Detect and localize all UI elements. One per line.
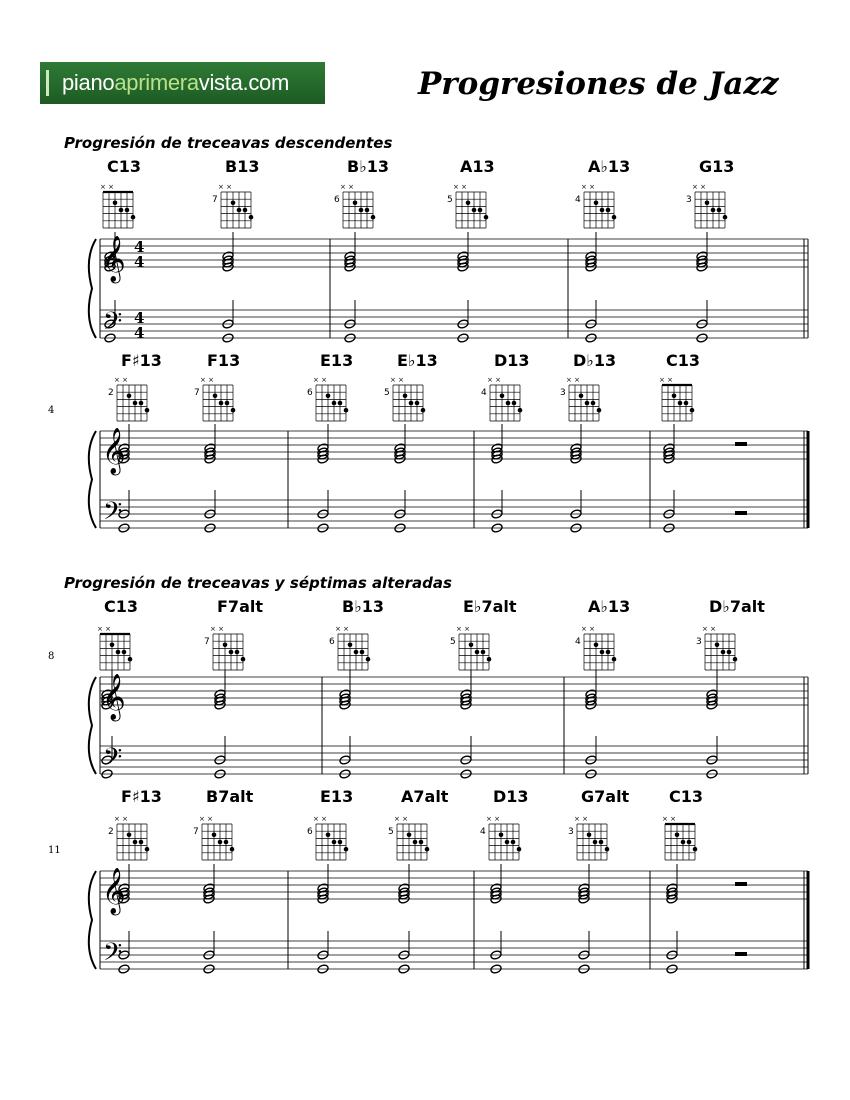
chord-diagram (108, 376, 149, 421)
time-signature-top: 4 (134, 238, 145, 256)
chord-diagram (575, 183, 616, 228)
diagram-dot (145, 408, 150, 413)
diagram-fret-number: 3 (560, 388, 566, 398)
diagram-dot (127, 394, 132, 399)
half-rest (735, 952, 747, 956)
diagram-dot (721, 650, 726, 655)
diagram-mute-marks: × × (659, 376, 673, 384)
diagram-dot (579, 394, 584, 399)
diagram-mute-marks: × × (662, 815, 676, 823)
half-rest (735, 882, 747, 886)
diagram-dot (717, 208, 722, 213)
bass-clef-icon: 𝄢 (103, 497, 123, 532)
diagram-dot (224, 840, 229, 845)
diagram-fret-number: 4 (481, 388, 487, 398)
diagram-dot (505, 840, 510, 845)
diagram-dot (600, 650, 605, 655)
time-signature-bottom: 4 (134, 253, 145, 271)
chord-diagram (194, 376, 235, 421)
chord-diagram (388, 815, 429, 860)
diagram-mute-marks: × × (100, 183, 114, 191)
diagram-dot (365, 208, 370, 213)
diagram-dot (472, 208, 477, 213)
diagram-mute-marks: × × (218, 183, 232, 191)
chord-symbol: F♯13 (121, 351, 162, 370)
diagram-dot (338, 401, 343, 406)
measure-number: 11 (48, 845, 61, 856)
diagram-fret-number: 4 (480, 827, 486, 837)
diagram-fret-number: 4 (575, 195, 581, 205)
diagram-dot (478, 208, 483, 213)
diagram-mute-marks: × × (574, 815, 588, 823)
diagram-dot (511, 840, 516, 845)
chord-diagram (481, 376, 522, 421)
chord-diagram (204, 625, 245, 670)
diagram-mute-marks: × × (453, 183, 467, 191)
chord-symbol: B♭13 (342, 597, 385, 616)
diagram-dot (672, 394, 677, 399)
page-title: Progresiones de Jazz (418, 66, 779, 102)
bass-clef-icon: 𝄢 (103, 743, 123, 778)
grand-staff-brace (89, 871, 96, 969)
diagram-dot (600, 208, 605, 213)
diagram-dot (119, 208, 124, 213)
diagram-dot (110, 643, 115, 648)
grand-staff-brace (89, 431, 96, 528)
diagram-dot (348, 643, 353, 648)
chord-symbol: F13 (207, 351, 241, 370)
diagram-dot (585, 401, 590, 406)
diagram-dot (693, 847, 698, 852)
diagram-dot (681, 840, 686, 845)
diagram-dot (229, 650, 234, 655)
diagram-dot (606, 208, 611, 213)
diagram-dot (249, 215, 254, 220)
diagram-dot (605, 847, 610, 852)
diagram-dot (231, 408, 236, 413)
chord-symbol: G13 (699, 157, 735, 176)
chord-symbol: A♭13 (588, 157, 631, 176)
diagram-dot (122, 650, 127, 655)
diagram-mute-marks: × × (97, 625, 111, 633)
diagram-fret-number: 2 (108, 827, 114, 837)
diagram-dot (518, 408, 523, 413)
diagram-mute-marks: × × (390, 376, 404, 384)
chord-diagram (575, 625, 616, 670)
diagram-dot (230, 847, 235, 852)
diagram-dot (218, 840, 223, 845)
diagram-dot (145, 847, 150, 852)
diagram-dot (690, 408, 695, 413)
chord-diagram (307, 376, 348, 421)
chord-symbol: E♭13 (397, 351, 438, 370)
chord-diagram (450, 625, 491, 670)
diagram-mute-marks: × × (335, 625, 349, 633)
chord-symbol: A♭13 (588, 597, 631, 616)
diagram-dot (612, 215, 617, 220)
chord-symbol: D13 (494, 351, 530, 370)
diagram-dot (353, 201, 358, 206)
diagram-dot (413, 840, 418, 845)
chord-diagram (696, 625, 737, 670)
diagram-mute-marks: × × (581, 183, 595, 191)
diagram-dot (594, 201, 599, 206)
diagram-dot (125, 208, 130, 213)
diagram-mute-marks: × × (340, 183, 354, 191)
diagram-dot (127, 833, 132, 838)
diagram-dot (225, 401, 230, 406)
diagram-dot (415, 401, 420, 406)
treble-clef-icon: 𝄞 (102, 868, 126, 914)
diagram-fret-number: 2 (108, 388, 114, 398)
diagram-fret-number: 5 (388, 827, 394, 837)
diagram-dot (219, 401, 224, 406)
diagram-dot (597, 408, 602, 413)
bass-clef-icon: 𝄢 (103, 307, 123, 342)
diagram-dot (727, 650, 732, 655)
chord-diagram (307, 815, 348, 860)
chord-symbol: A7alt (401, 787, 449, 806)
diagram-dot (133, 401, 138, 406)
time-signature-top: 4 (134, 309, 145, 327)
diagram-dot (612, 657, 617, 662)
diagram-fret-number: 6 (334, 195, 340, 205)
diagram-dot (684, 401, 689, 406)
diagram-dot (133, 840, 138, 845)
diagram-fret-number: 6 (307, 827, 313, 837)
chord-symbol: D♭13 (573, 351, 617, 370)
chord-symbol: C13 (104, 597, 139, 616)
diagram-dot (705, 201, 710, 206)
diagram-dot (243, 208, 248, 213)
diagram-dot (711, 208, 716, 213)
diagram-mute-marks: × × (394, 815, 408, 823)
diagram-dot (484, 215, 489, 220)
diagram-dot (237, 208, 242, 213)
chord-diagram (334, 183, 375, 228)
diagram-dot (332, 840, 337, 845)
diagram-fret-number: 4 (575, 637, 581, 647)
diagram-dot (487, 657, 492, 662)
grand-staff-brace (89, 677, 96, 774)
chord-diagram (447, 183, 488, 228)
chord-diagram (193, 815, 234, 860)
treble-clef-icon: 𝄞 (102, 428, 126, 474)
chord-symbol: C13 (107, 157, 142, 176)
diagram-fret-number: 6 (329, 637, 335, 647)
diagram-dot (594, 643, 599, 648)
section-title-2: Progresión de treceavas y séptimas alteradas (64, 574, 452, 592)
diagram-dot (332, 401, 337, 406)
diagram-dot (344, 408, 349, 413)
treble-clef-icon: 𝄞 (102, 236, 126, 282)
grand-staff-brace (89, 239, 96, 338)
diagram-dot (506, 401, 511, 406)
diagram-mute-marks: × × (313, 815, 327, 823)
chord-diagram (662, 815, 697, 860)
diagram-dot (587, 833, 592, 838)
diagram-dot (409, 401, 414, 406)
diagram-dot (212, 833, 217, 838)
diagram-dot (469, 643, 474, 648)
diagram-mute-marks: × × (199, 815, 213, 823)
diagram-dot (344, 847, 349, 852)
diagram-dot (687, 840, 692, 845)
chord-diagram (568, 815, 609, 860)
diagram-dot (231, 201, 236, 206)
bass-clef-icon: 𝄢 (103, 938, 123, 973)
chord-symbol: C13 (666, 351, 701, 370)
diagram-dot (512, 401, 517, 406)
chord-symbol: D13 (493, 787, 529, 806)
diagram-dot (131, 215, 136, 220)
diagram-dot (326, 394, 331, 399)
chord-diagram (560, 376, 601, 421)
measure-number: 8 (48, 651, 55, 662)
chord-diagram (329, 625, 370, 670)
diagram-dot (499, 833, 504, 838)
chord-symbol: F7alt (217, 597, 263, 616)
logo-text: pianoaprimeravista.com (62, 70, 289, 95)
diagram-mute-marks: × × (487, 376, 501, 384)
diagram-mute-marks: × × (566, 376, 580, 384)
diagram-mute-marks: × × (313, 376, 327, 384)
diagram-dot (517, 847, 522, 852)
diagram-dot (425, 847, 430, 852)
half-rest (735, 511, 747, 515)
chord-diagram (686, 183, 727, 228)
diagram-dot (235, 650, 240, 655)
diagram-mute-marks: × × (210, 625, 224, 633)
chord-symbol: C13 (669, 787, 704, 806)
diagram-dot (606, 650, 611, 655)
diagram-fret-number: 3 (696, 637, 702, 647)
chord-diagram (384, 376, 425, 421)
chord-symbol: E♭7alt (463, 597, 517, 616)
diagram-dot (599, 840, 604, 845)
diagram-fret-number: 5 (384, 388, 390, 398)
diagram-dot (733, 657, 738, 662)
chord-diagram (100, 183, 135, 228)
diagram-fret-number: 5 (447, 195, 453, 205)
chord-diagram (212, 183, 253, 228)
diagram-dot (715, 643, 720, 648)
diagram-dot (723, 215, 728, 220)
diagram-dot (223, 643, 228, 648)
chord-symbol: B7alt (206, 787, 254, 806)
diagram-dot (359, 208, 364, 213)
diagram-dot (403, 394, 408, 399)
diagram-dot (354, 650, 359, 655)
diagram-dot (500, 394, 505, 399)
diagram-fret-number: 5 (450, 637, 456, 647)
diagram-mute-marks: × × (456, 625, 470, 633)
diagram-dot (116, 650, 121, 655)
chord-symbol: B♭13 (347, 157, 390, 176)
diagram-dot (139, 401, 144, 406)
chord-diagram (659, 376, 694, 421)
diagram-dot (241, 657, 246, 662)
chord-diagram (108, 815, 149, 860)
chord-symbol: D♭7alt (709, 597, 765, 616)
diagram-fret-number: 3 (686, 195, 692, 205)
diagram-dot (481, 650, 486, 655)
diagram-dot (213, 394, 218, 399)
diagram-dot (466, 201, 471, 206)
chord-diagram (480, 815, 521, 860)
diagram-mute-marks: × × (581, 625, 595, 633)
section-title-1: Progresión de treceavas descendentes (64, 134, 393, 152)
diagram-fret-number: 7 (212, 195, 218, 205)
time-signature-bottom: 4 (134, 324, 145, 342)
chord-symbol: G7alt (581, 787, 630, 806)
diagram-fret-number: 7 (194, 388, 200, 398)
chord-symbol: E13 (320, 351, 354, 370)
diagram-mute-marks: × × (200, 376, 214, 384)
diagram-dot (371, 215, 376, 220)
diagram-dot (591, 401, 596, 406)
diagram-dot (366, 657, 371, 662)
diagram-fret-number: 6 (307, 388, 313, 398)
diagram-dot (113, 201, 118, 206)
diagram-dot (593, 840, 598, 845)
diagram-dot (475, 650, 480, 655)
chord-symbol: F♯13 (121, 787, 162, 806)
diagram-mute-marks: × × (114, 815, 128, 823)
treble-clef-icon: 𝄞 (102, 674, 126, 720)
diagram-dot (407, 833, 412, 838)
diagram-mute-marks: × × (692, 183, 706, 191)
diagram-mute-marks: × × (702, 625, 716, 633)
half-rest (735, 442, 747, 446)
diagram-dot (678, 401, 683, 406)
diagram-fret-number: 7 (204, 637, 210, 647)
diagram-fret-number: 7 (193, 827, 199, 837)
diagram-fret-number: 3 (568, 827, 574, 837)
diagram-mute-marks: × × (486, 815, 500, 823)
diagram-mute-marks: × × (114, 376, 128, 384)
chord-symbol: A13 (460, 157, 495, 176)
diagram-dot (338, 840, 343, 845)
diagram-dot (675, 833, 680, 838)
measure-number: 4 (48, 405, 55, 416)
diagram-dot (419, 840, 424, 845)
diagram-dot (360, 650, 365, 655)
chord-symbol: B13 (225, 157, 260, 176)
chord-symbol: E13 (320, 787, 354, 806)
diagram-dot (128, 657, 133, 662)
diagram-dot (326, 833, 331, 838)
diagram-dot (421, 408, 426, 413)
diagram-dot (139, 840, 144, 845)
chord-diagram (97, 625, 132, 670)
